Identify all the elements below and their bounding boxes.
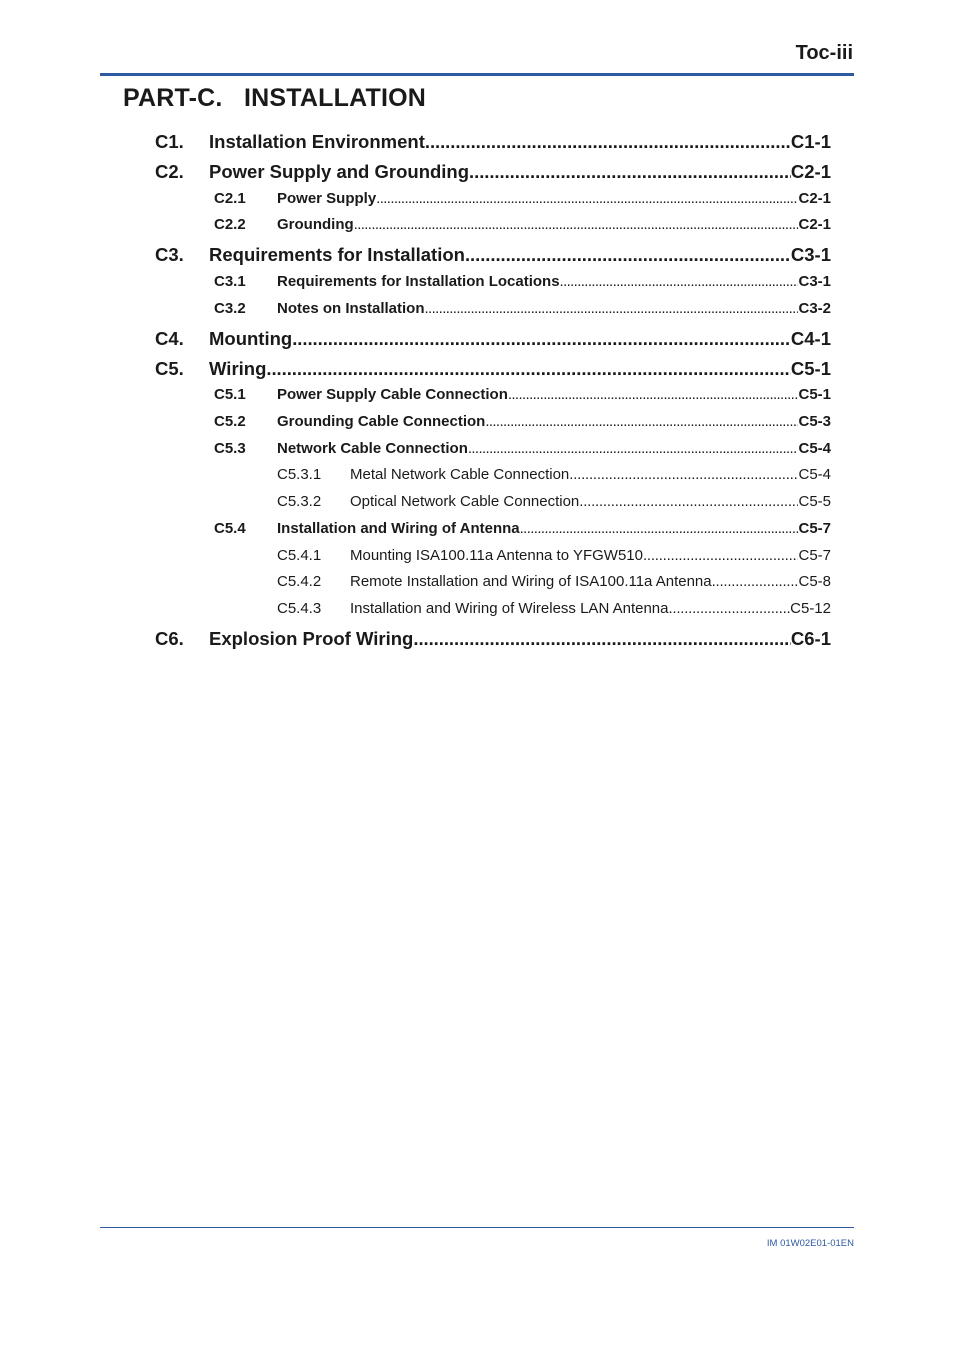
toc-entry[interactable] [214,190,831,207]
toc-entry-page: C5-3 [798,413,831,430]
toc-entry-title: Optical Network Cable Connection [350,493,580,510]
toc-entry-page: C4-1 [790,328,831,349]
toc-entry[interactable] [214,216,831,233]
toc-dot-leader [468,440,799,457]
toc-entry[interactable] [214,440,831,457]
toc-dot-leader [354,216,799,233]
toc-dot-leader [569,466,798,483]
toc-entry-number: C2.1 [214,190,246,207]
toc-entry[interactable] [277,573,831,590]
toc-entry-title: Requirements for Installation Locations [277,273,560,290]
toc-entry-title: Power Supply Cable Connection [277,386,508,403]
toc-entry-page: C3-1 [798,273,831,290]
toc-entry-number: C5.1 [214,386,246,403]
toc-entry-number: C3.2 [214,300,246,317]
toc-entry-title: Mounting ISA100.11a Antenna to YFGW510 [350,547,643,564]
toc-entry-title: Grounding Cable Connection [277,413,486,430]
toc-entry[interactable] [155,131,831,153]
toc-entry-number: C5.3.1 [277,466,322,483]
toc-entry-title: Power Supply [277,190,377,207]
toc-entry-title: Grounding [277,216,354,233]
toc-entry-page: C5-7 [798,547,831,564]
toc-entry[interactable] [277,466,831,483]
page-number: Toc-iii [795,42,853,64]
toc-entry[interactable] [214,273,831,290]
toc-entry-page: C5-12 [790,600,831,617]
toc-entry-title: Remote Installation and Wiring of ISA100.11a Antenna [350,573,712,590]
toc-entry[interactable] [155,328,831,350]
toc-entry-number: C2. [155,161,184,182]
toc-entry-title: Mounting [209,328,293,349]
toc-entry[interactable] [277,493,831,510]
toc-entry-number: C5.3 [214,440,246,457]
toc-entry-page: C5-4 [798,440,831,457]
toc-entry-title: Requirements for Installation [209,244,465,265]
toc-dot-leader [508,386,799,403]
toc-dot-leader [469,161,791,183]
toc-entry[interactable] [214,386,831,403]
toc-dot-leader [465,244,791,266]
toc-entry-number: C5.4.1 [277,547,322,564]
toc-entry-page: C3-2 [798,300,831,317]
toc-entry-number: C5.4.2 [277,573,322,590]
toc-entry-number: C3. [155,244,184,265]
toc-dot-leader [292,328,791,350]
footer-rule [100,1227,854,1228]
toc-entry[interactable] [155,358,831,380]
toc-dot-leader [643,547,799,564]
document-id: IM 01W02E01-01EN [766,1238,854,1249]
toc-entry[interactable] [214,300,831,317]
toc-entry-number: C5.4 [214,520,246,537]
toc-entry-number: C5. [155,358,184,379]
toc-dot-leader [579,493,798,510]
toc-dot-leader [712,573,799,590]
toc-entry[interactable] [277,600,831,617]
toc-entry[interactable] [155,244,831,266]
toc-entry-number: C5.3.2 [277,493,322,510]
toc-dot-leader [376,190,798,207]
toc-dot-leader [485,413,798,430]
toc-dot-leader [413,628,791,650]
toc-entry-page: C5-7 [798,520,831,537]
toc-entry-page: C5-5 [798,493,831,510]
part-title: PART-C. INSTALLATION [123,84,426,112]
toc-entry-number: C4. [155,328,184,349]
toc-entry-title: Installation and Wiring of Antenna [277,520,520,537]
toc-entry-page: C5-8 [798,573,831,590]
toc-entry-page: C5-4 [798,466,831,483]
toc-entry-title: Network Cable Connection [277,440,468,457]
toc-entry-number: C5.4.3 [277,600,322,617]
toc-entry-title: Metal Network Cable Connection [350,466,570,483]
toc-entry-title: Power Supply and Grounding [209,161,470,182]
toc-entry-number: C1. [155,131,184,152]
toc-entry[interactable] [155,161,831,183]
toc-entry-title: Notes on Installation [277,300,425,317]
toc-dot-leader [425,300,799,317]
toc-entry-page: C5-1 [798,386,831,403]
toc-entry-title: Installation Environment [209,131,425,152]
toc-dot-leader [560,273,799,290]
toc-entry-page: C1-1 [790,131,831,152]
toc-entry-page: C2-1 [798,190,831,207]
toc-entry[interactable] [277,547,831,564]
toc-entry[interactable] [155,628,831,650]
toc-entry-page: C2-1 [798,216,831,233]
toc-entry-title: Explosion Proof Wiring [209,628,414,649]
toc-entry-number: C5.2 [214,413,246,430]
toc-entry-page: C6-1 [790,628,831,649]
toc-entry-number: C3.1 [214,273,246,290]
header-rule [100,73,854,76]
toc-entry[interactable] [214,520,831,537]
toc-dot-leader [425,131,791,153]
toc-entry-page: C5-1 [790,358,831,379]
toc-entry[interactable] [214,413,831,430]
toc-entry-number: C6. [155,628,184,649]
toc-dot-leader [520,520,799,537]
toc-entry-page: C2-1 [790,161,831,182]
toc-entry-number: C2.2 [214,216,246,233]
toc-entry-title: Installation and Wiring of Wireless LAN Antenna [350,600,669,617]
toc-entry-title: Wiring [209,358,267,379]
toc-entry-page: C3-1 [790,244,831,265]
toc-dot-leader [266,358,791,380]
toc-dot-leader [669,600,791,617]
